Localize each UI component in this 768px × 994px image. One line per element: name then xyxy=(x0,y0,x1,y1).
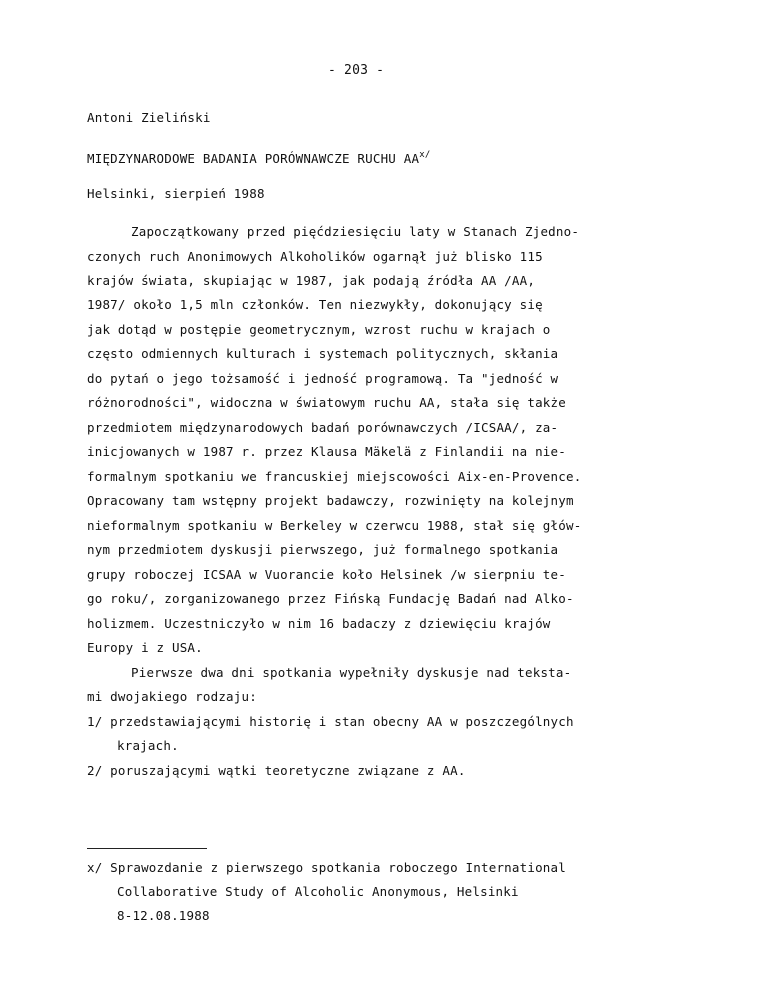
title-text: MIĘDZYNARODOWE BADANIA PORÓWNAWCZE RUCHU AA xyxy=(87,151,420,166)
document-title xyxy=(87,151,430,166)
list-item-continuation: krajach. xyxy=(117,738,179,753)
body-line: Pierwsze dwa dni spotkania wypełniły dyskusje nad teksta- xyxy=(131,665,572,680)
body-line: inicjowanych w 1987 r. przez Klausa Mäkelä z Finlandii na nie- xyxy=(87,444,566,459)
list-item: 1/ przedstawiającymi historię i stan obecny AA w poszczególnych xyxy=(87,714,574,729)
author-name: Antoni Zieliński xyxy=(87,110,211,125)
body-line: nym przedmiotem dyskusji pierwszego, już formalnego spotkania xyxy=(87,542,559,557)
footnote-line: Collaborative Study of Alcoholic Anonymous, Helsinki xyxy=(117,884,519,899)
body-line: mi dwojakiego rodzaju: xyxy=(87,689,257,704)
list-item: 2/ poruszającymi wątki teoretyczne związane z AA. xyxy=(87,763,466,778)
body-line: formalnym spotkaniu we francuskiej miejscowości Aix-en-Provence. xyxy=(87,469,582,484)
body-line: różnorodności", widoczna w światowym ruchu AA, stała się także xyxy=(87,395,566,410)
footnote-line: x/ Sprawozdanie z pierwszego spotkania roboczego International xyxy=(87,860,566,875)
body-line: Zapoczątkowany przed pięćdziesięciu laty w Stanach Zjedno- xyxy=(131,224,580,239)
body-line: go roku/, zorganizowanego przez Fińską Fundację Badań nad Alko- xyxy=(87,591,574,606)
body-line: Europy i z USA. xyxy=(87,640,203,655)
footnote-divider xyxy=(87,848,207,849)
body-line: grupy roboczej ICSAA w Vuorancie koło Helsinek /w sierpniu te- xyxy=(87,567,566,582)
body-line: holizmem. Uczestniczyło w nim 16 badaczy z dziewięciu krajów xyxy=(87,616,551,631)
footnote-line: 8-12.08.1988 xyxy=(117,908,210,923)
place-date: Helsinki, sierpień 1988 xyxy=(87,186,265,201)
body-line: do pytań o jego tożsamość i jedność programową. Ta "jedność w xyxy=(87,371,559,386)
body-line: nieformalnym spotkaniu w Berkeley w czerwcu 1988, stał się głów- xyxy=(87,518,582,533)
body-line: krajów świata, skupiając w 1987, jak podają źródła AA /AA, xyxy=(87,273,536,288)
body-line: przedmiotem międzynarodowych badań porównawczych /ICSAA/, za- xyxy=(87,420,559,435)
body-line: często odmiennych kulturach i systemach politycznych, skłania xyxy=(87,346,559,361)
page-number: - 203 - xyxy=(328,63,385,78)
body-line: Opracowany tam wstępny projekt badawczy, rozwinięty na kolejnym xyxy=(87,493,574,508)
body-line: czonych ruch Anonimowych Alkoholików ogarnął już blisko 115 xyxy=(87,249,543,264)
body-line: 1987/ około 1,5 mln członków. Ten niezwykły, dokonujący się xyxy=(87,297,543,312)
title-footnote-mark: x/ xyxy=(419,150,431,160)
body-line: jak dotąd w postępie geometrycznym, wzrost ruchu w krajach o xyxy=(87,322,551,337)
